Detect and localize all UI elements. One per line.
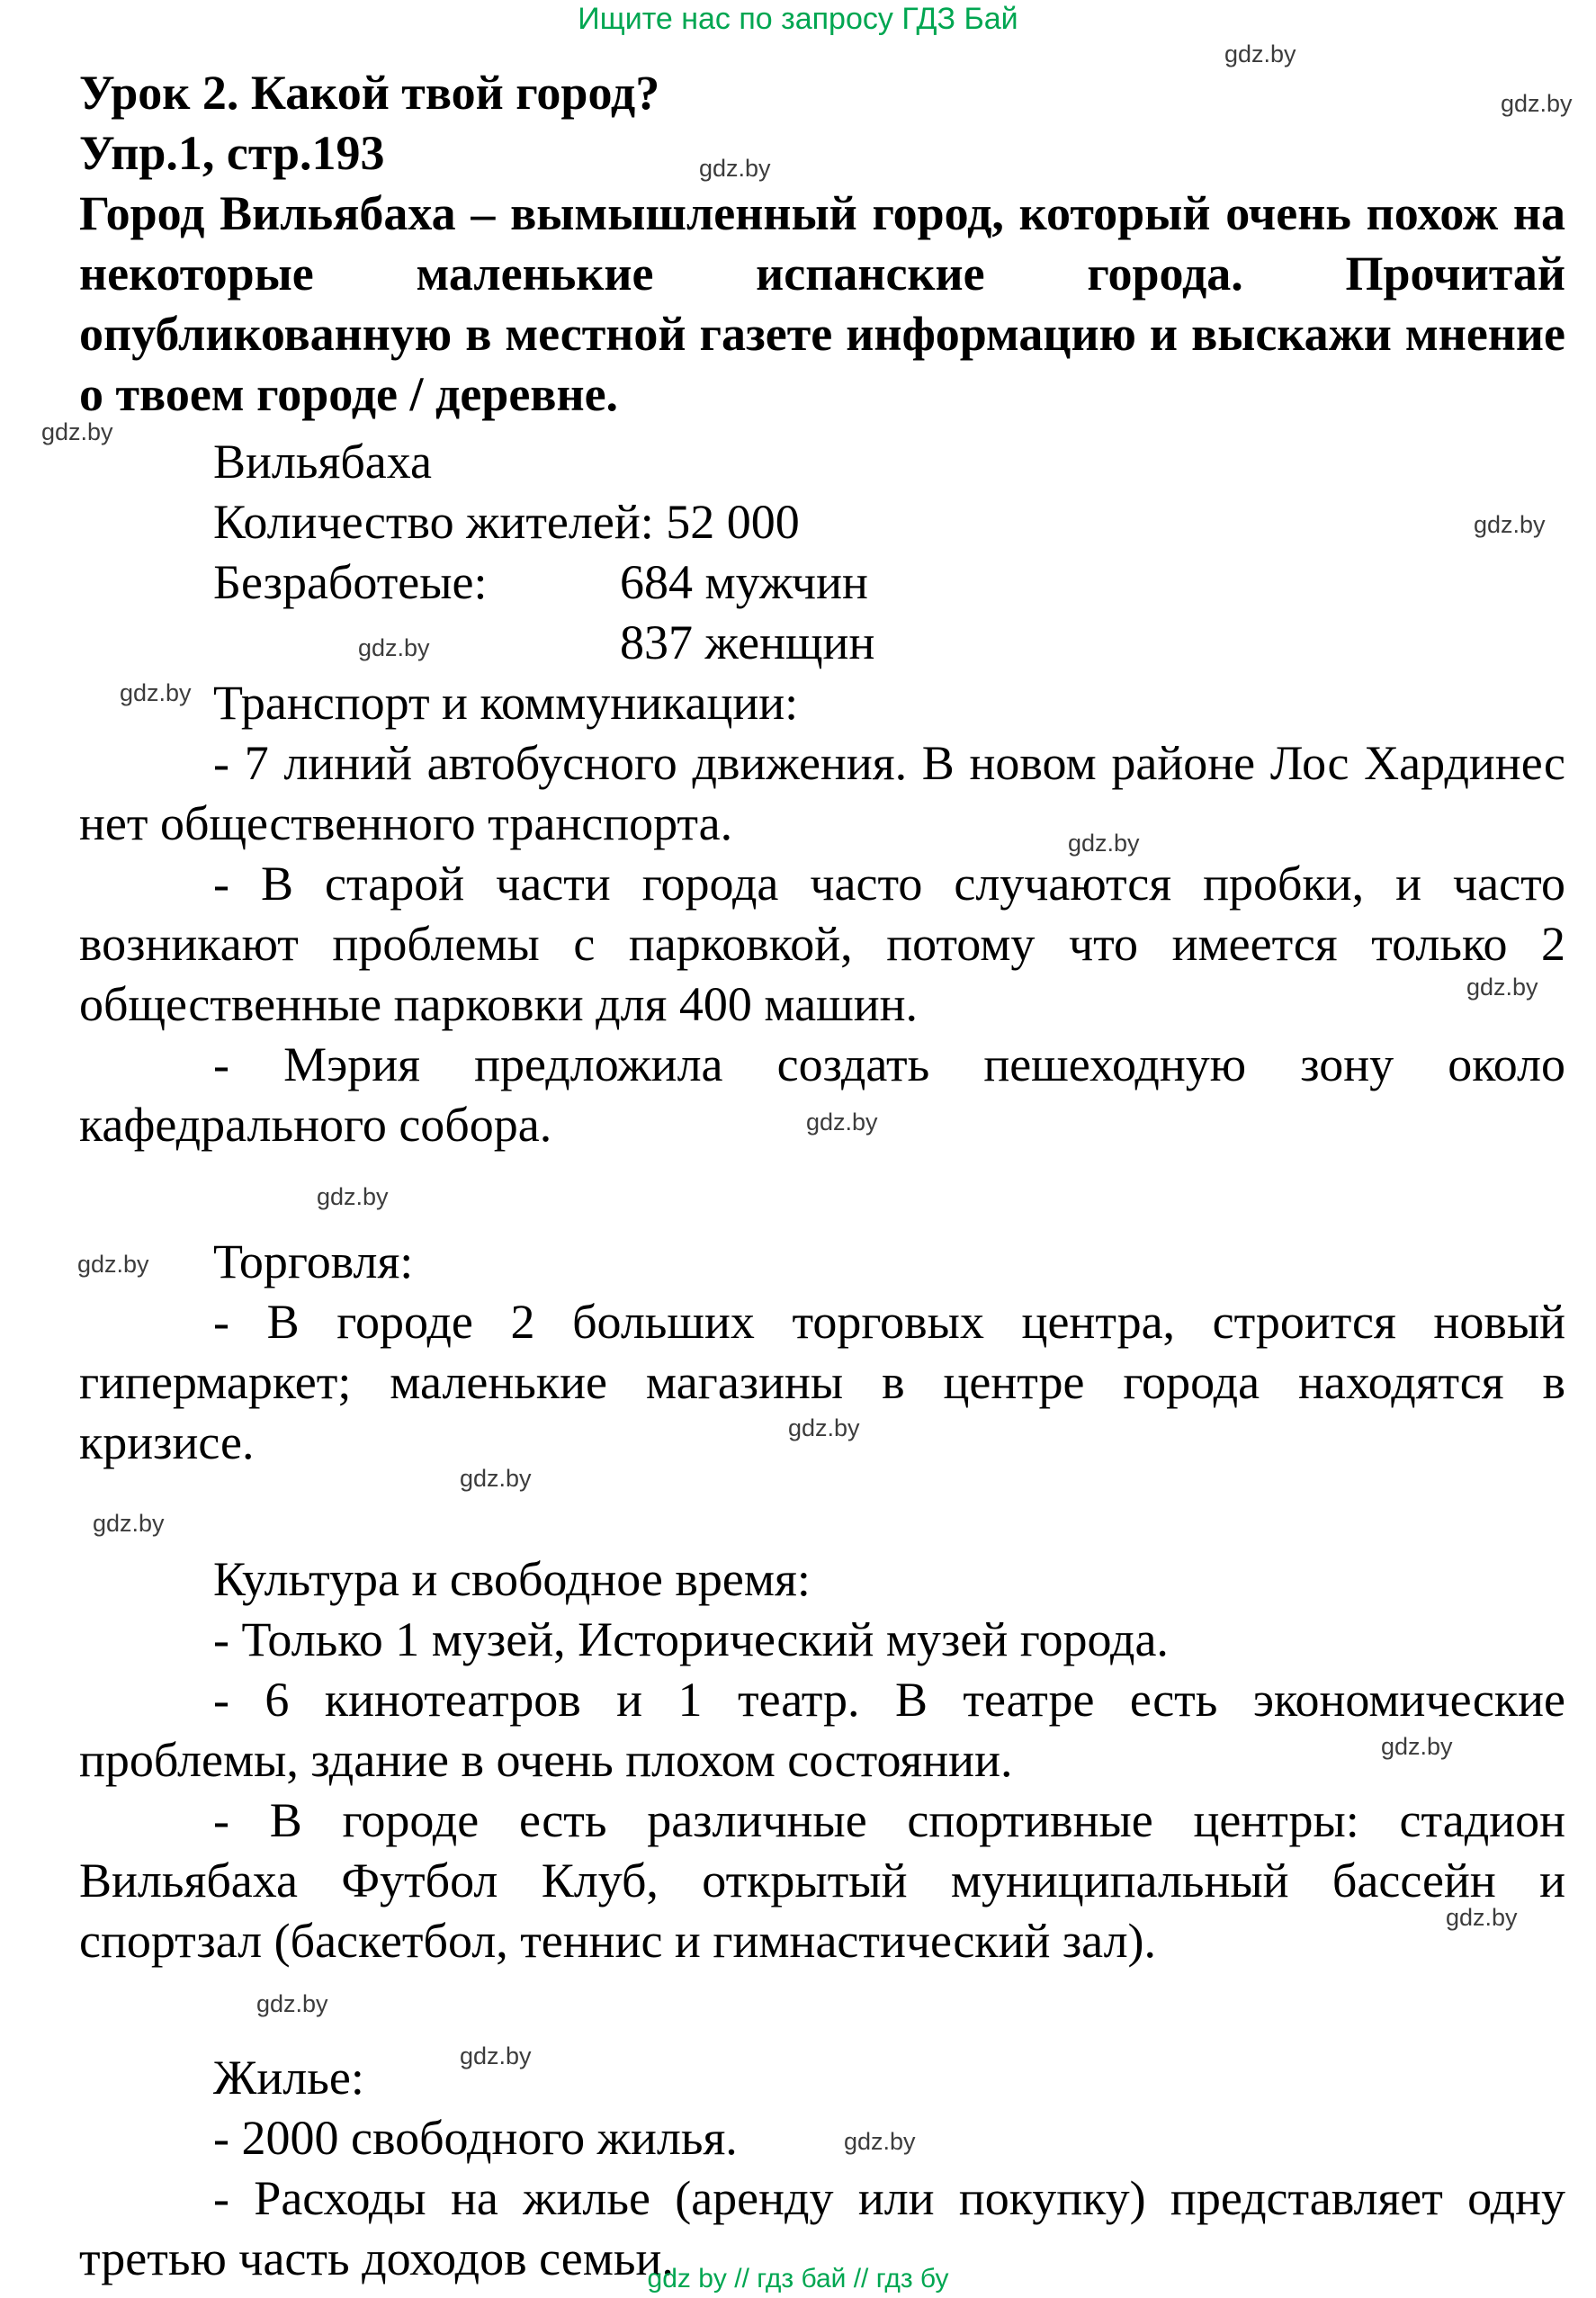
watermark: gdz.by <box>1474 511 1546 538</box>
watermark: gdz.by <box>93 1510 165 1537</box>
section-item: - Расходы на жилье (аренду или покупку) представляет одну третью часть доходов семьи. <box>79 2171 1565 2285</box>
section-item: - Мэрия предложила создать пешеходную зону около кафедрального собора. <box>79 1037 1565 1152</box>
city-name: Вильябаха <box>213 435 433 489</box>
watermark: gdz.by <box>256 1990 328 2017</box>
watermark: gdz.by <box>1501 90 1573 117</box>
unemployed-label: Безработеые: <box>213 555 488 609</box>
section-housing <box>79 2048 1565 2289</box>
section-title: Транспорт и коммуникации: <box>213 676 799 730</box>
section-item: - 7 линий автобусного движения. В новом районе Лос Хардинес нет общественного транспорта. <box>79 736 1565 850</box>
section-item: - Только 1 музей, Исторический музей города. <box>213 1612 1169 1666</box>
watermark: gdz.by <box>120 679 192 706</box>
exercise-reference: Упр.1, стр.193 <box>79 126 385 180</box>
watermark: gdz.by <box>460 2042 532 2069</box>
intro-paragraph: Город Вильябаха – вымышленный город, который очень похож на некоторые маленькие испанские города. Прочитай опубликованную в местной газете информацию и выскажи мнение о твоем городе / деревне. <box>79 186 1565 421</box>
population-value: 52 000 <box>666 495 800 549</box>
watermark: gdz.by <box>77 1251 149 1278</box>
section-transport <box>79 673 1565 1155</box>
unemployed-men-value: 684 мужчин <box>620 555 868 609</box>
watermark: gdz.by <box>1224 40 1296 67</box>
watermark: gdz.by <box>317 1183 389 1210</box>
watermark: gdz.by <box>788 1414 860 1441</box>
lesson-title: Урок 2. Какой твой город? <box>79 66 660 120</box>
section-culture <box>79 1549 1565 1971</box>
population-row <box>213 492 1565 552</box>
section-item: - В городе есть различные спортивные центры: стадион Вильябаха Футбол Клуб, открытый муниципальный бассейн и спортзал (баскетбол, теннис и гимнастический зал). <box>79 1793 1565 1968</box>
section-item: - В городе 2 больших торговых центра, строится новый гипермаркет; маленькие магазины в центре города находятся в кризисе. <box>79 1295 1565 1469</box>
section-title: Торговля: <box>213 1234 414 1288</box>
section-title: Жилье: <box>213 2051 364 2105</box>
watermark: gdz.by <box>1381 1733 1453 1760</box>
section-title: Культура и свободное время: <box>213 1552 811 1606</box>
population-label: Количество жителей: <box>213 495 654 549</box>
section-item: - 2000 свободного жилья. <box>213 2111 738 2165</box>
section-item: - В старой части города часто случаются пробки, и часто возникают проблемы с парковкой, потому что имеется только 2 общественные парковки для 400 машин. <box>79 857 1565 1031</box>
watermark: gdz.by <box>358 634 430 661</box>
watermark: gdz.by <box>1466 974 1538 1001</box>
watermark: gdz.by <box>806 1109 878 1136</box>
watermark: gdz.by <box>1446 1904 1518 1931</box>
section-item: - 6 кинотеатров и 1 театр. В театре есть экономические проблемы, здание в очень плохом состоянии. <box>79 1673 1565 1787</box>
promo-banner: Ищите нас по запросу ГДЗ Бай <box>578 2 1018 36</box>
watermark: gdz.by <box>460 1465 532 1492</box>
watermark: gdz.by <box>41 418 113 445</box>
unemployed-women-value: 837 женщин <box>620 615 875 669</box>
watermark: gdz.by <box>699 155 771 182</box>
unemployed-men-row <box>213 552 1565 613</box>
watermark: gdz.by <box>1068 830 1140 857</box>
footer-links: gdz by // гдз бай // гдз бу <box>647 2264 949 2294</box>
watermark: gdz.by <box>844 2128 916 2155</box>
